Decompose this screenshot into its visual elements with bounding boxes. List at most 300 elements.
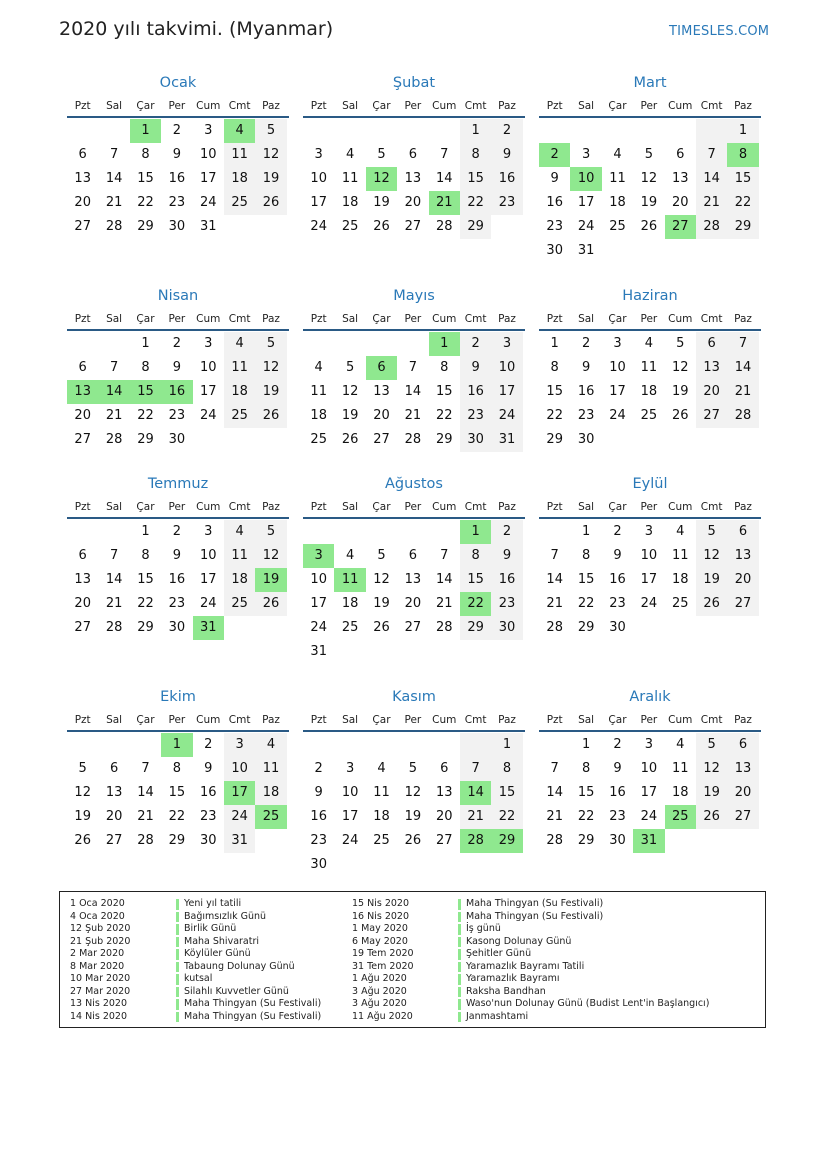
day-cell[interactable]: 29 — [727, 215, 758, 239]
day-cell[interactable]: 27 — [665, 215, 696, 239]
day-cell[interactable]: 20 — [727, 568, 758, 592]
day-cell[interactable]: 11 — [224, 356, 255, 380]
day-cell[interactable]: 24 — [341, 833, 359, 848]
day-cell[interactable]: 23 — [168, 596, 186, 611]
day-cell[interactable]: 19 — [255, 380, 286, 404]
day-cell[interactable]: 31 — [193, 616, 224, 640]
day-cell[interactable]: 11 — [255, 757, 286, 781]
day-cell[interactable]: 13 — [671, 171, 689, 186]
day-cell[interactable]: 19 — [373, 596, 390, 611]
day-cell[interactable]: 7 — [141, 761, 150, 776]
day-cell[interactable]: 12 — [255, 143, 286, 167]
day-cell[interactable]: 10 — [491, 356, 522, 380]
day-cell[interactable]: 4 — [345, 147, 355, 162]
day-cell[interactable]: 22 — [137, 408, 154, 423]
day-cell[interactable]: 30 — [577, 432, 595, 447]
day-cell[interactable]: 8 — [440, 360, 449, 375]
day-cell[interactable]: 24 — [199, 195, 217, 210]
day-cell[interactable]: 10 — [224, 757, 255, 781]
day-cell[interactable]: 24 — [640, 809, 658, 824]
day-cell[interactable]: 24 — [310, 620, 327, 635]
day-cell[interactable]: 6 — [78, 360, 87, 375]
day-cell[interactable]: 30 — [491, 616, 522, 640]
day-cell[interactable]: 15 — [137, 572, 154, 587]
day-cell[interactable]: 21 — [429, 191, 460, 215]
day-cell[interactable]: 15 — [460, 167, 491, 191]
day-cell[interactable]: 30 — [546, 243, 563, 258]
day-cell[interactable]: 31 — [310, 644, 327, 659]
day-cell[interactable]: 14 — [435, 171, 453, 186]
day-cell[interactable]: 24 — [310, 219, 327, 234]
day-cell[interactable]: 19 — [373, 195, 390, 210]
day-cell[interactable]: 26 — [255, 404, 286, 428]
day-cell[interactable]: 8 — [491, 757, 522, 781]
day-cell[interactable]: 14 — [546, 785, 563, 800]
day-cell[interactable]: 18 — [224, 167, 255, 191]
day-cell[interactable]: 17 — [224, 781, 255, 805]
day-cell[interactable]: 31 — [491, 428, 522, 452]
day-cell[interactable]: 28 — [105, 219, 123, 234]
day-cell[interactable]: 11 — [334, 568, 365, 592]
day-cell[interactable]: 28 — [460, 829, 491, 853]
day-cell[interactable]: 5 — [696, 733, 727, 757]
day-cell[interactable]: 23 — [546, 219, 563, 234]
day-cell[interactable]: 29 — [435, 432, 453, 447]
day-cell[interactable]: 22 — [491, 805, 522, 829]
day-cell[interactable]: 27 — [373, 432, 390, 447]
day-cell[interactable]: 14 — [546, 572, 563, 587]
day-cell[interactable]: 2 — [581, 336, 591, 351]
day-cell[interactable]: 18 — [255, 781, 286, 805]
day-cell[interactable]: 24 — [640, 596, 658, 611]
day-cell[interactable]: 14 — [105, 572, 123, 587]
day-cell[interactable]: 6 — [696, 332, 727, 356]
day-cell[interactable]: 27 — [435, 833, 453, 848]
day-cell[interactable]: 5 — [408, 761, 417, 776]
day-cell[interactable]: 17 — [310, 195, 327, 210]
day-cell[interactable]: 26 — [341, 432, 359, 447]
day-cell[interactable]: 28 — [404, 432, 422, 447]
day-cell[interactable]: 21 — [105, 596, 123, 611]
day-cell[interactable]: 28 — [435, 620, 453, 635]
day-cell[interactable]: 30 — [310, 857, 327, 872]
day-cell[interactable]: 19 — [404, 809, 422, 824]
day-cell[interactable]: 25 — [224, 191, 255, 215]
day-cell[interactable]: 26 — [255, 191, 286, 215]
day-cell[interactable]: 25 — [341, 620, 359, 635]
day-cell[interactable]: 2 — [172, 336, 181, 351]
day-cell[interactable]: 12 — [373, 572, 390, 587]
day-cell[interactable]: 16 — [609, 785, 626, 800]
day-cell[interactable]: 7 — [550, 761, 559, 776]
day-cell[interactable]: 6 — [78, 548, 87, 563]
day-cell[interactable]: 8 — [727, 143, 758, 167]
day-cell[interactable]: 20 — [696, 380, 727, 404]
day-cell[interactable]: 20 — [373, 408, 390, 423]
day-cell[interactable]: 19 — [255, 568, 286, 592]
day-cell[interactable]: 16 — [609, 572, 626, 587]
day-cell[interactable]: 25 — [373, 833, 390, 848]
day-cell[interactable]: 10 — [199, 147, 217, 162]
day-cell[interactable]: 9 — [613, 761, 622, 776]
day-cell[interactable]: 27 — [74, 432, 91, 447]
day-cell[interactable]: 5 — [377, 147, 386, 162]
day-cell[interactable]: 16 — [546, 195, 563, 210]
day-cell[interactable]: 14 — [460, 781, 491, 805]
day-cell[interactable]: 22 — [546, 408, 563, 423]
day-cell[interactable]: 8 — [172, 761, 181, 776]
day-cell[interactable]: 9 — [204, 761, 213, 776]
day-cell[interactable]: 4 — [377, 761, 386, 776]
day-cell[interactable]: 13 — [696, 356, 727, 380]
day-cell[interactable]: 1 — [130, 119, 161, 143]
day-cell[interactable]: 2 — [314, 761, 323, 776]
day-cell[interactable]: 9 — [460, 356, 491, 380]
site-brand-link[interactable]: TIMESLES.COM — [669, 24, 770, 39]
day-cell[interactable]: 9 — [172, 548, 181, 563]
day-cell[interactable]: 2 — [491, 119, 522, 143]
day-cell[interactable]: 12 — [255, 356, 286, 380]
day-cell[interactable]: 23 — [168, 408, 186, 423]
day-cell[interactable]: 29 — [577, 833, 595, 848]
day-cell[interactable]: 16 — [168, 572, 186, 587]
day-cell[interactable]: 11 — [224, 143, 255, 167]
day-cell[interactable]: 3 — [204, 524, 213, 539]
day-cell[interactable]: 13 — [67, 380, 98, 404]
day-cell[interactable]: 4 — [613, 147, 622, 162]
day-cell[interactable]: 9 — [172, 147, 181, 162]
day-cell[interactable]: 8 — [581, 548, 591, 563]
day-cell[interactable]: 10 — [199, 548, 217, 563]
day-cell[interactable]: 3 — [345, 761, 355, 776]
day-cell[interactable]: 13 — [74, 572, 91, 587]
day-cell[interactable]: 6 — [408, 147, 417, 162]
day-cell[interactable]: 26 — [255, 592, 286, 616]
day-cell[interactable]: 16 — [199, 785, 217, 800]
day-cell[interactable]: 23 — [491, 191, 522, 215]
day-cell[interactable]: 21 — [435, 596, 453, 611]
day-cell[interactable]: 18 — [341, 596, 359, 611]
day-cell[interactable]: 25 — [671, 596, 689, 611]
day-cell[interactable]: 4 — [314, 360, 323, 375]
day-cell[interactable]: 20 — [74, 408, 91, 423]
day-cell[interactable]: 2 — [460, 332, 491, 356]
day-cell[interactable]: 15 — [491, 781, 522, 805]
day-cell[interactable]: 15 — [727, 167, 758, 191]
day-cell[interactable]: 23 — [310, 833, 327, 848]
day-cell[interactable]: 3 — [613, 336, 622, 351]
day-cell[interactable]: 3 — [314, 147, 323, 162]
day-cell[interactable]: 30 — [460, 428, 491, 452]
day-cell[interactable]: 17 — [199, 171, 217, 186]
day-cell[interactable]: 25 — [224, 404, 255, 428]
day-cell[interactable]: 9 — [172, 360, 181, 375]
day-cell[interactable]: 30 — [609, 833, 626, 848]
day-cell[interactable]: 2 — [204, 737, 213, 752]
day-cell[interactable]: 13 — [373, 384, 390, 399]
day-cell[interactable]: 21 — [460, 805, 491, 829]
day-cell[interactable]: 10 — [640, 548, 658, 563]
day-cell[interactable]: 19 — [255, 167, 286, 191]
day-cell[interactable]: 5 — [255, 520, 286, 544]
day-cell[interactable]: 23 — [199, 809, 217, 824]
day-cell[interactable]: 31 — [577, 243, 595, 258]
day-cell[interactable]: 9 — [491, 143, 522, 167]
day-cell[interactable]: 3 — [581, 147, 591, 162]
day-cell[interactable]: 4 — [255, 733, 286, 757]
day-cell[interactable]: 29 — [168, 833, 186, 848]
day-cell[interactable]: 25 — [310, 432, 327, 447]
day-cell[interactable]: 8 — [460, 544, 491, 568]
day-cell[interactable]: 9 — [581, 360, 591, 375]
day-cell[interactable]: 7 — [550, 548, 559, 563]
day-cell[interactable]: 16 — [577, 384, 595, 399]
day-cell[interactable]: 5 — [644, 147, 653, 162]
day-cell[interactable]: 17 — [491, 380, 522, 404]
day-cell[interactable]: 11 — [341, 171, 359, 186]
day-cell[interactable]: 3 — [491, 332, 522, 356]
day-cell[interactable]: 7 — [109, 360, 119, 375]
day-cell[interactable]: 24 — [199, 596, 217, 611]
day-cell[interactable]: 11 — [373, 785, 390, 800]
day-cell[interactable]: 21 — [696, 191, 727, 215]
day-cell[interactable]: 14 — [105, 171, 123, 186]
day-cell[interactable]: 13 — [727, 757, 758, 781]
day-cell[interactable]: 12 — [366, 167, 397, 191]
day-cell[interactable]: 2 — [613, 737, 622, 752]
day-cell[interactable]: 29 — [577, 620, 595, 635]
day-cell[interactable]: 24 — [199, 408, 217, 423]
day-cell[interactable]: 17 — [640, 785, 658, 800]
day-cell[interactable]: 9 — [613, 548, 622, 563]
day-cell[interactable]: 15 — [577, 785, 595, 800]
day-cell[interactable]: 1 — [460, 119, 491, 143]
day-cell[interactable]: 15 — [460, 568, 491, 592]
day-cell[interactable]: 14 — [727, 356, 758, 380]
day-cell[interactable]: 27 — [696, 404, 727, 428]
day-cell[interactable]: 2 — [613, 524, 622, 539]
day-cell[interactable]: 12 — [74, 785, 91, 800]
day-cell[interactable]: 12 — [640, 171, 658, 186]
day-cell[interactable]: 20 — [404, 195, 422, 210]
day-cell[interactable]: 5 — [255, 119, 286, 143]
day-cell[interactable]: 31 — [224, 829, 255, 853]
day-cell[interactable]: 28 — [727, 404, 758, 428]
day-cell[interactable]: 21 — [404, 408, 422, 423]
day-cell[interactable]: 26 — [696, 592, 727, 616]
day-cell[interactable]: 16 — [460, 380, 491, 404]
day-cell[interactable]: 16 — [168, 171, 186, 186]
day-cell[interactable]: 29 — [137, 432, 154, 447]
day-cell[interactable]: 15 — [435, 384, 453, 399]
day-cell[interactable]: 21 — [105, 195, 123, 210]
day-cell[interactable]: 4 — [224, 520, 255, 544]
day-cell[interactable]: 24 — [491, 404, 522, 428]
day-cell[interactable]: 10 — [640, 761, 658, 776]
day-cell[interactable]: 19 — [341, 408, 359, 423]
day-cell[interactable]: 23 — [577, 408, 595, 423]
day-cell[interactable]: 21 — [546, 596, 563, 611]
day-cell[interactable]: 13 — [105, 785, 123, 800]
day-cell[interactable]: 3 — [644, 524, 653, 539]
day-cell[interactable]: 9 — [314, 785, 323, 800]
day-cell[interactable]: 21 — [105, 408, 123, 423]
day-cell[interactable]: 20 — [105, 809, 123, 824]
day-cell[interactable]: 15 — [168, 785, 186, 800]
day-cell[interactable]: 13 — [727, 544, 758, 568]
day-cell[interactable]: 18 — [341, 195, 359, 210]
day-cell[interactable]: 6 — [676, 147, 685, 162]
day-cell[interactable]: 27 — [727, 592, 758, 616]
day-cell[interactable]: 1 — [141, 524, 150, 539]
day-cell[interactable]: 2 — [172, 524, 181, 539]
day-cell[interactable]: 10 — [609, 360, 626, 375]
day-cell[interactable]: 13 — [74, 171, 91, 186]
day-cell[interactable]: 13 — [404, 171, 422, 186]
day-cell[interactable]: 7 — [727, 332, 758, 356]
day-cell[interactable]: 18 — [609, 195, 626, 210]
day-cell[interactable]: 8 — [141, 360, 150, 375]
day-cell[interactable]: 1 — [491, 733, 522, 757]
day-cell[interactable]: 30 — [609, 620, 626, 635]
day-cell[interactable]: 23 — [609, 596, 626, 611]
day-cell[interactable]: 25 — [665, 805, 696, 829]
day-cell[interactable]: 23 — [491, 592, 522, 616]
day-cell[interactable]: 12 — [341, 384, 359, 399]
day-cell[interactable]: 10 — [310, 171, 327, 186]
day-cell[interactable]: 24 — [609, 408, 626, 423]
day-cell[interactable]: 7 — [440, 147, 449, 162]
day-cell[interactable]: 27 — [74, 219, 91, 234]
day-cell[interactable]: 22 — [168, 809, 186, 824]
day-cell[interactable]: 17 — [640, 572, 658, 587]
day-cell[interactable]: 13 — [404, 572, 422, 587]
day-cell[interactable]: 1 — [727, 119, 758, 143]
day-cell[interactable]: 11 — [224, 544, 255, 568]
day-cell[interactable]: 30 — [168, 620, 186, 635]
day-cell[interactable]: 20 — [435, 809, 453, 824]
day-cell[interactable]: 11 — [640, 360, 658, 375]
day-cell[interactable]: 31 — [199, 219, 217, 234]
day-cell[interactable]: 6 — [727, 733, 758, 757]
day-cell[interactable]: 22 — [577, 596, 595, 611]
day-cell[interactable]: 18 — [310, 408, 327, 423]
day-cell[interactable]: 17 — [341, 809, 359, 824]
day-cell[interactable]: 10 — [341, 785, 359, 800]
day-cell[interactable]: 29 — [137, 219, 154, 234]
day-cell[interactable]: 25 — [640, 408, 658, 423]
day-cell[interactable]: 1 — [581, 524, 591, 539]
day-cell[interactable]: 14 — [404, 384, 422, 399]
day-cell[interactable]: 23 — [609, 809, 626, 824]
day-cell[interactable]: 4 — [345, 548, 355, 563]
day-cell[interactable]: 9 — [491, 544, 522, 568]
day-cell[interactable]: 29 — [460, 616, 491, 640]
day-cell[interactable]: 20 — [671, 195, 689, 210]
day-cell[interactable]: 8 — [141, 548, 150, 563]
day-cell[interactable]: 20 — [74, 596, 91, 611]
day-cell[interactable]: 8 — [141, 147, 150, 162]
day-cell[interactable]: 18 — [671, 785, 689, 800]
day-cell[interactable]: 3 — [303, 544, 334, 568]
day-cell[interactable]: 21 — [137, 809, 154, 824]
day-cell[interactable]: 28 — [105, 432, 123, 447]
day-cell[interactable]: 25 — [341, 219, 359, 234]
day-cell[interactable]: 12 — [696, 544, 727, 568]
day-cell[interactable]: 6 — [78, 147, 87, 162]
day-cell[interactable]: 22 — [460, 191, 491, 215]
day-cell[interactable]: 4 — [644, 336, 653, 351]
day-cell[interactable]: 5 — [345, 360, 355, 375]
day-cell[interactable]: 17 — [199, 384, 217, 399]
day-cell[interactable]: 6 — [366, 356, 397, 380]
day-cell[interactable]: 10 — [199, 360, 217, 375]
day-cell[interactable]: 5 — [676, 336, 685, 351]
day-cell[interactable]: 18 — [640, 384, 658, 399]
day-cell[interactable]: 26 — [696, 805, 727, 829]
day-cell[interactable]: 5 — [255, 332, 286, 356]
day-cell[interactable]: 25 — [609, 219, 626, 234]
day-cell[interactable]: 19 — [696, 781, 727, 805]
day-cell[interactable]: 29 — [491, 829, 522, 853]
day-cell[interactable]: 20 — [727, 781, 758, 805]
day-cell[interactable]: 28 — [435, 219, 453, 234]
day-cell[interactable]: 6 — [109, 761, 119, 776]
day-cell[interactable]: 29 — [546, 432, 563, 447]
day-cell[interactable]: 6 — [408, 548, 417, 563]
day-cell[interactable]: 22 — [460, 592, 491, 616]
day-cell[interactable]: 16 — [161, 380, 192, 404]
day-cell[interactable]: 19 — [640, 195, 658, 210]
day-cell[interactable]: 13 — [435, 785, 453, 800]
day-cell[interactable]: 16 — [491, 167, 522, 191]
day-cell[interactable]: 15 — [546, 384, 563, 399]
day-cell[interactable]: 4 — [224, 332, 255, 356]
day-cell[interactable]: 23 — [168, 195, 186, 210]
day-cell[interactable]: 1 — [550, 336, 559, 351]
day-cell[interactable]: 27 — [74, 620, 91, 635]
day-cell[interactable]: 28 — [137, 833, 154, 848]
day-cell[interactable]: 3 — [204, 336, 213, 351]
day-cell[interactable]: 3 — [644, 737, 653, 752]
day-cell[interactable]: 19 — [696, 568, 727, 592]
day-cell[interactable]: 14 — [696, 167, 727, 191]
day-cell[interactable]: 1 — [161, 733, 192, 757]
day-cell[interactable]: 23 — [460, 404, 491, 428]
day-cell[interactable]: 8 — [460, 143, 491, 167]
day-cell[interactable]: 16 — [310, 809, 327, 824]
day-cell[interactable]: 22 — [577, 809, 595, 824]
day-cell[interactable]: 26 — [74, 833, 91, 848]
day-cell[interactable]: 17 — [310, 596, 327, 611]
day-cell[interactable]: 11 — [671, 548, 689, 563]
day-cell[interactable]: 12 — [255, 544, 286, 568]
day-cell[interactable]: 21 — [546, 809, 563, 824]
day-cell[interactable]: 26 — [671, 408, 689, 423]
day-cell[interactable]: 19 — [74, 809, 91, 824]
day-cell[interactable]: 26 — [640, 219, 658, 234]
day-cell[interactable]: 15 — [137, 171, 154, 186]
day-cell[interactable]: 6 — [727, 520, 758, 544]
day-cell[interactable]: 17 — [577, 195, 595, 210]
day-cell[interactable]: 10 — [570, 167, 601, 191]
day-cell[interactable]: 22 — [435, 408, 453, 423]
day-cell[interactable]: 10 — [310, 572, 327, 587]
day-cell[interactable]: 7 — [460, 757, 491, 781]
day-cell[interactable]: 7 — [408, 360, 417, 375]
day-cell[interactable]: 8 — [550, 360, 559, 375]
day-cell[interactable]: 27 — [404, 219, 422, 234]
